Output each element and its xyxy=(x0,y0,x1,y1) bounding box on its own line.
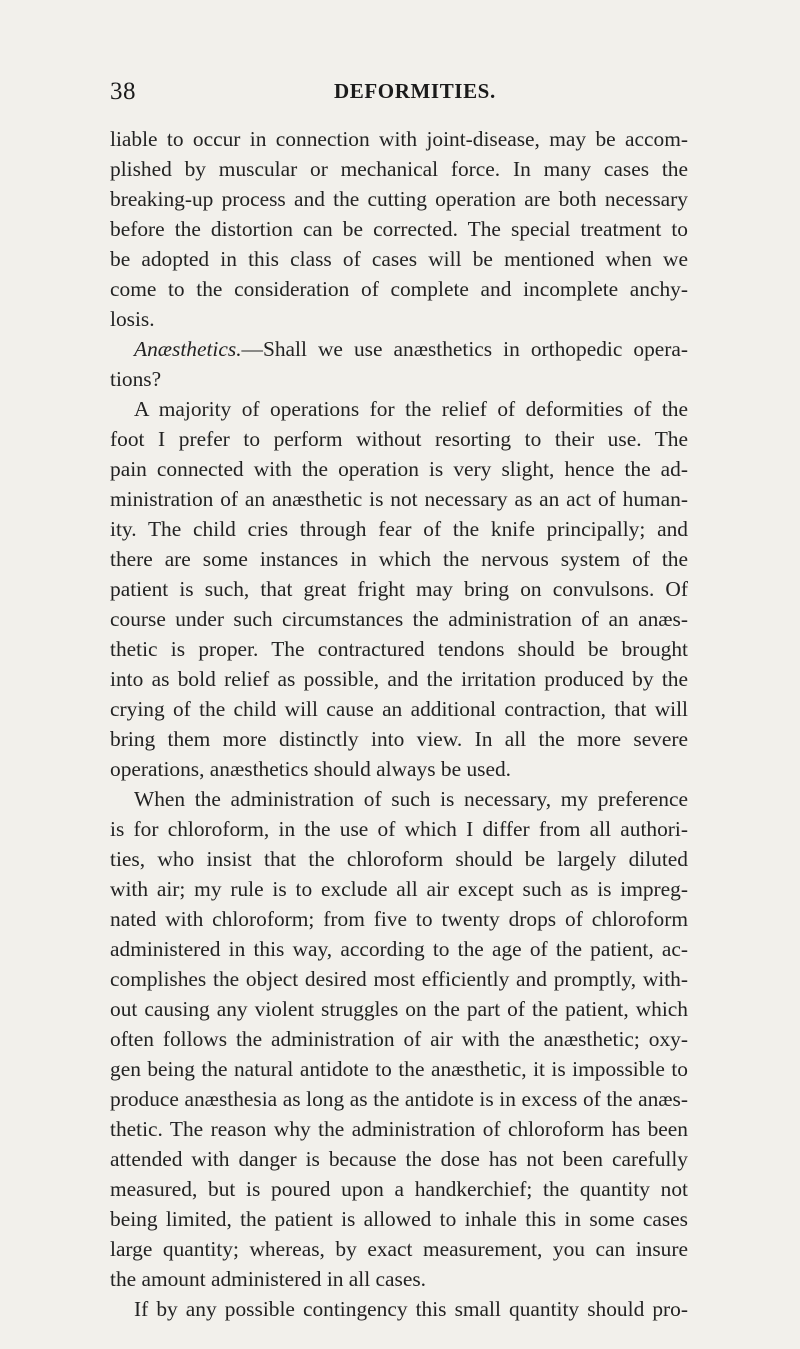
text-line: often follows the administration of air with the anæsthetic; oxy- xyxy=(110,1027,688,1051)
text-run: —Shall we use anæsthetics in orthopedic opera- xyxy=(241,337,688,361)
running-head xyxy=(110,78,690,108)
paragraph xyxy=(110,364,688,394)
text-line: gen being the natural antidote to the anæsthetic, it is impossible to xyxy=(110,1057,688,1081)
text-line: there are some instances in which the nervous system of the xyxy=(110,547,688,571)
text-line: administered in this way, according to the age of the patient, ac- xyxy=(110,937,688,961)
text-line: breaking-up process and the cutting operation are both necessary xyxy=(110,187,688,211)
text-line: losis. xyxy=(110,307,155,331)
text-line: ity. The child cries through fear of the knife principally; and xyxy=(110,517,688,541)
text-line: before the distortion can be corrected. The special treatment to xyxy=(110,217,688,241)
text-line: tions? xyxy=(110,367,162,391)
text-line: A majority of operations for the relief of deformities of the xyxy=(134,397,688,421)
text-line: be adopted in this class of cases will be mentioned when we xyxy=(110,247,688,271)
text-line: with air; my rule is to exclude all air except such as is impreg- xyxy=(110,877,688,901)
text-line: pain connected with the operation is very slight, hence the ad- xyxy=(110,457,688,481)
text-line: out causing any violent struggles on the part of the patient, which xyxy=(110,997,688,1021)
text-line: bring them more distinctly into view. In all the more severe xyxy=(110,727,688,751)
text-line: ministration of an anæsthetic is not necessary as an act of human- xyxy=(110,487,688,511)
text-line: thetic is proper. The contractured tendons should be brought xyxy=(110,637,688,661)
text-line: measured, but is poured upon a handkerchief; the quantity not xyxy=(110,1177,688,1201)
paragraph xyxy=(110,334,688,364)
text-line: liable to occur in connection with joint-disease, may be accom- xyxy=(110,127,688,151)
text-line: thetic. The reason why the administration of chloroform has been xyxy=(110,1117,688,1141)
text-line: foot I prefer to perform without resorting to their use. The xyxy=(110,427,688,451)
body-text xyxy=(110,124,688,1324)
text-line: large quantity; whereas, by exact measurement, you can insure xyxy=(110,1237,688,1261)
text-line xyxy=(134,334,688,364)
section-heading: Anæsthetics. xyxy=(134,337,242,361)
text-line: crying of the child will cause an additional contraction, that will xyxy=(110,697,688,721)
text-line: the amount administered in all cases. xyxy=(110,1267,427,1291)
running-title: DEFORMITIES. xyxy=(334,79,496,103)
text-line: nated with chloroform; from five to twenty drops of chloroform xyxy=(110,907,688,931)
paragraph xyxy=(110,1294,688,1324)
paragraph xyxy=(110,394,688,784)
text-line: attended with danger is because the dose has not been carefully xyxy=(110,1147,688,1171)
text-line: into as bold relief as possible, and the irritation produced by the xyxy=(110,667,688,691)
text-line: If by any possible contingency this small quantity should pro- xyxy=(134,1297,688,1321)
text-line: is for chloroform, in the use of which I differ from all authori- xyxy=(110,817,688,841)
text-line: produce anæsthesia as long as the antidote is in excess of the anæs- xyxy=(110,1087,688,1111)
text-line: operations, anæsthetics should always be used. xyxy=(110,757,512,781)
text-line: complishes the object desired most efficiently and promptly, with- xyxy=(110,967,688,991)
text-line: When the administration of such is necessary, my preference xyxy=(134,787,688,811)
paragraph xyxy=(110,124,688,334)
text-line: come to the consideration of complete and incomplete anchy- xyxy=(110,277,688,301)
text-line: course under such circumstances the administration of an anæs- xyxy=(110,607,688,631)
paragraph xyxy=(110,784,688,1294)
text-line: patient is such, that great fright may bring on convulsons. Of xyxy=(110,577,688,601)
page-number: 38 xyxy=(110,78,136,105)
text-line: being limited, the patient is allowed to inhale this in some cases xyxy=(110,1207,688,1231)
text-line: ties, who insist that the chloroform should be largely diluted xyxy=(110,847,688,871)
text-line: plished by muscular or mechanical force. In many cases the xyxy=(110,157,688,181)
